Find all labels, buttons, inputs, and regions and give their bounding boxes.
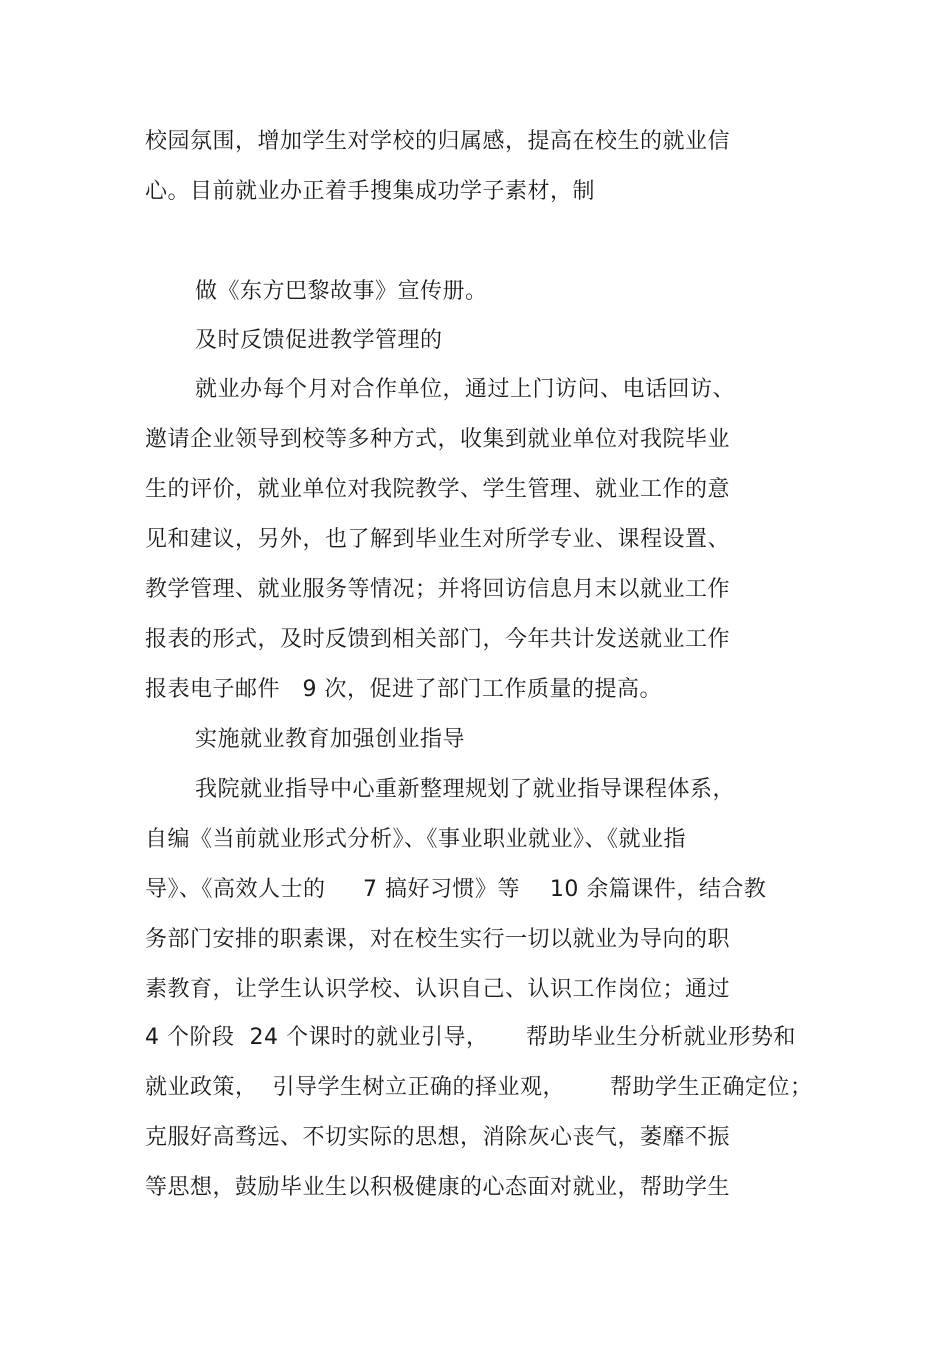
- text-line: 克服好高骛远、不切实际的思想，消除灰心丧气，萎靡不振: [145, 1125, 731, 1150]
- text-line: 做《东方巴黎故事》宣传册。: [195, 279, 488, 304]
- text-line: 邀请企业领导到校等多种方式，收集到就业单位对我院毕业: [145, 427, 731, 452]
- text-line: 我院就业指导中心重新整理规划了就业指导课程体系，: [195, 777, 736, 802]
- text-line: 就业政策， 引导学生树立正确的择业观， 帮助学生正确定位；: [145, 1075, 813, 1100]
- text-line: 见和建议，另外，也了解到毕业生对所学专业、课程设置、: [145, 527, 731, 552]
- text-line: 等思想，鼓励毕业生以积极健康的心态面对就业，帮助学生: [145, 1175, 731, 1200]
- text-line: 教学管理、就业服务等情况；并将回访信息月末以就业工作: [145, 577, 731, 602]
- text-line: 就业办每个月对合作单位，通过上门访问、电话回访、: [195, 377, 736, 402]
- text-line: 报表的形式，及时反馈到相关部门，今年共计发送就业工作: [145, 627, 731, 652]
- section-heading: 实施就业教育加强创业指导: [195, 727, 466, 752]
- text-line: 自编《当前就业形式分析》、《事业职业就业》、《就业指: [145, 827, 687, 852]
- text-line: 心。目前就业办正着手搜集成功学子素材，制: [145, 179, 596, 204]
- text-line: 校园氛围，增加学生对学校的归属感，提高在校生的就业信: [145, 129, 731, 154]
- text-line: 导》、《高效人士的 7 搞好习惯》等 10 余篇课件，结合教: [145, 877, 767, 902]
- text-line: 报表电子邮件 9 次，促进了部门工作质量的提高。: [145, 677, 662, 702]
- text-line: 务部门安排的职素课，对在校生实行一切以就业为导向的职: [145, 927, 731, 952]
- section-heading: 及时反馈促进教学管理的: [195, 328, 443, 353]
- text-line: 素教育，让学生认识学校、认识自己、认识工作岗位；通过: [145, 977, 731, 1002]
- text-line: 4 个阶段 24 个课时的就业引导， 帮助毕业生分析就业形势和: [145, 1025, 796, 1050]
- text-line: 生的评价，就业单位对我院教学、学生管理、就业工作的意: [145, 477, 731, 502]
